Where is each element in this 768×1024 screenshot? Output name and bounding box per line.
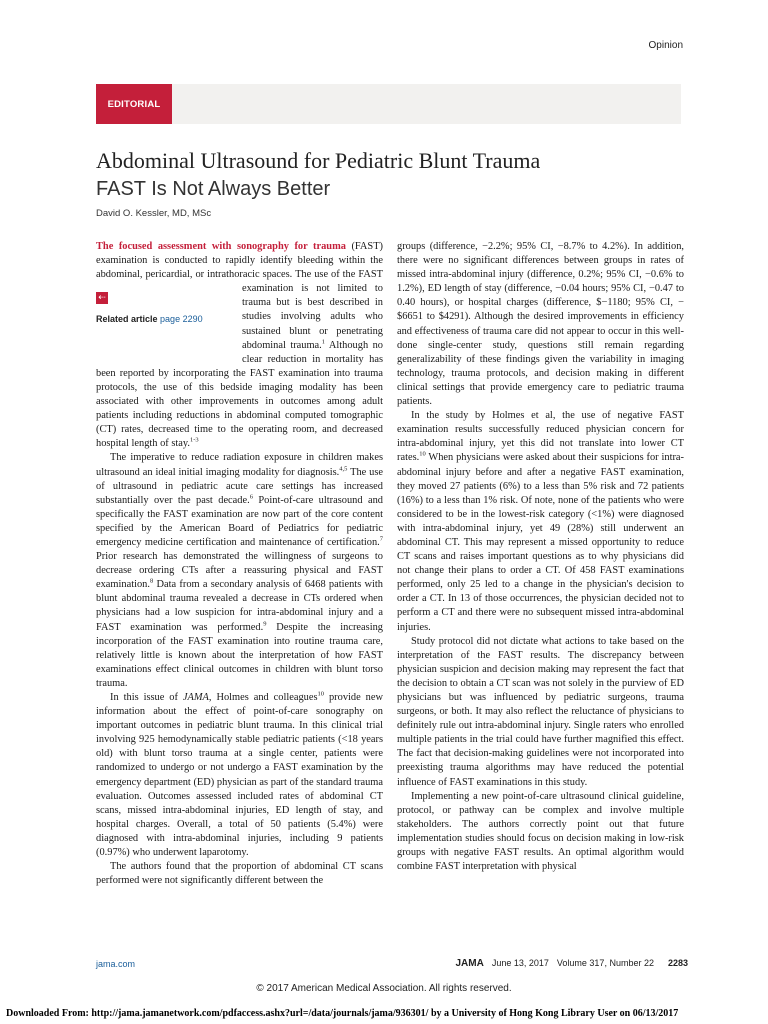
citation: 1-3: [189, 436, 199, 444]
paragraph: [96, 691, 383, 860]
paragraph-text: When physicians were asked about their suspicions for intra-abdominal injury before and after a negative FAST examination, they moved 27 patients (6%) to a less than 5% risk and 72 patients (16%) to a less than 1% risk. Of note, none of the patients who were considered to be in the lowest-risk category (<1%) were diagnosed with intra-abdominal injury, yet 49 (28%) still underwent an abdominal CT. This may represent a missed opportunity to reduce CT scans and raises important questions as to why physicians did not change their plans to order a CT. Of 458 FAST examinations performed, only 25 led to a change in the physician's decision to order a CT. In 13 of those occurrences, the physician decided not to perform a CT and there were no subsequent missed intra-abdominal injuries.: [397, 452, 684, 633]
paragraph: The authors found that the proportion of abdominal CT scans performed were not significantly different between the: [96, 861, 383, 887]
author-line: David O. Kessler, MD, MSc: [96, 208, 212, 219]
paragraph-text: Data from a secondary analysis of 6468 patients with blunt abdominal trauma revealed a decrease in CTs ordered when physicians had a low suspicion for intra-abdominal injury and a FAST examination was performed.: [96, 579, 383, 633]
related-article-text: [96, 312, 203, 326]
paragraph: Study protocol did not dictate what actions to take based on the interpretation of the FAST results. The discrepancy between physician suspicion and decision making may represent the fact that the decision to obtain a CT scan was not solely in the purview of ED physicians but was influenced by pediatric surgeons, trauma surgeons, or both. It may also reflect the reluctance of physicians to definitely rule out intra-abdominal injury. Single raters who enrolled multiple patients in the trial could have further magnified this effect. The fact that decision-making guidelines were not incorporated into preexisting trauma algorithms may have reduced the potential influence of FAST examinations in this study.: [397, 635, 684, 788]
paragraph-text: Despite the increasing incorporation of the FAST examination into routine trauma care, relatively little is known about the interpretation of how FAST examinations effect clinical outcomes in children with blunt torso trauma.: [96, 621, 383, 689]
footer-journal: JAMA: [455, 958, 484, 969]
footer-date: June 13, 2017: [491, 958, 549, 968]
paragraph: Implementing a new point-of-care ultrasound clinical guideline, protocol, or pathway can be complex and involve multiple stakeholders. The authors correctly point out that future implementation studies should focus on decision making in low-risk groups with negative FAST results. An optimal algorithm would combine FAST interpretation with physical: [397, 790, 684, 873]
paragraph-text: Prior research has demonstrated the willingness of surgeons to decrease ordering CTs after a reassuring physical and FAST examination.: [96, 551, 383, 591]
citation: 9: [263, 620, 267, 628]
related-article-link[interactable]: page 2290: [160, 314, 203, 325]
footer-page-number: 2283: [667, 958, 688, 968]
paragraph-text: provide new information about the effect of point-of-care sonography on important outcomes in pediatric blunt trauma. In this clinical trial involving 925 hemodynamically stable pediatric patients (<18 years old) with blunt torso trauma at a single center, patients were randomized to undergo or not undergo a FAST examination by the emergency department (ED) physician as part of the standard trauma evaluation. Outcomes assessed included rates of abdominal CT scans, missed intra-abdominal injuries, ED length of stay, and hospital charges. Overall, a total of 50 patients (5.4%) were diagnosed with intra-abdominal injuries, including 9 patients (0.97%) who underwent laparotomy.: [96, 692, 383, 859]
footer-citation: [456, 958, 689, 969]
citation: 10: [419, 450, 426, 458]
citation: 1: [321, 338, 326, 346]
citation: 4,5: [339, 465, 348, 473]
citation: 7: [379, 535, 383, 543]
footer-site-link[interactable]: jama.com: [96, 959, 136, 969]
paragraph-text: (FAST) examination is conducted to rapidly identify bleeding within the abdominal, pericardial, or intrathoracic spaces. The use of: [96, 241, 384, 281]
arrow-left-icon[interactable]: ⇠: [96, 292, 108, 304]
paragraph-text: In this issue of: [110, 692, 183, 703]
related-article-label: Related article: [96, 314, 158, 325]
citation: 8: [149, 577, 154, 585]
paragraph: [96, 240, 383, 451]
related-article-box: [96, 282, 242, 360]
article-title: Abdominal Ultrasound for Pediatric Blunt Trauma: [96, 148, 541, 173]
journal-name: JAMA: [182, 692, 209, 703]
left-column: [96, 240, 383, 888]
paragraph-text: Point-of-care ultrasound and specifically the FAST examination are now part of the core content specified by the American Board of Pediatrics for pediatric emergency medicine certification and maintenance of certification.: [96, 494, 383, 548]
paragraph-text: the FAST examination is not limited to trauma but is best described in studies involving adults who sustained blunt or penetrating abdominal trauma.: [242, 269, 383, 351]
download-notice: Downloaded From: http://jama.jamanetwork.com/pdfaccess.ashx?url=/data/journals/jama/936301/ by a University of Hong Kong Library User on 06/13/2017: [6, 1008, 679, 1019]
article-subtitle: FAST Is Not Always Better: [96, 178, 331, 200]
paragraph: [397, 409, 684, 635]
paragraph-text: The use of ultrasound in pediatric acute care settings has increased substantially over the past decade.: [96, 466, 383, 506]
editorial-badge: EDITORIAL: [96, 84, 172, 124]
paragraph-text: Although no clear reduction in mortality has been reported by incorporating the FAST examination into trauma protocols, the use of this bedside imaging modality has been associated with other improvements in outcomes among adult patients including reductions in abdominal computed tomographic (CT) rates, decreased time to the operating room, and decreased hospital length of stay.: [96, 339, 383, 450]
copyright-notice: © 2017 American Medical Association. All rights reserved.: [256, 983, 512, 994]
paragraph-text: In the study by Holmes et al, the use of negative FAST examination results successfully reduced physician concern for intra-abdominal injury, yet this did not translate into lower CT rates.: [397, 410, 684, 464]
section-label: Opinion: [648, 40, 683, 51]
paragraph: [96, 451, 383, 691]
lead-in-text: The focused assessment with sonography for trauma: [96, 241, 346, 252]
paragraph: groups (difference, −2.2%; 95% CI, −8.7% to 4.2%). In addition, there were no significant differences between groups in rates of missed intra-abdominal injury (difference, 0.2%; 95% CI, −0.6% to 1.2%), ED length of stay (difference, −0.04 hours; 95% CI, −0.47 to 0.40 hours), or hospital charges (difference, $−1180; 95% CI, −$6651 to $4291). Although the desired improvements in efficiency and effectiveness of trauma care did not appear to occur in this well-done single-center study, questions still remain regarding generalizability of these findings given the variability in imaging technology, trauma protocols, and decision making in different clinical settings that provide emergency care to pediatric trauma patients.: [397, 241, 684, 408]
footer-volume: Volume 317, Number 22: [556, 958, 654, 968]
paragraph-text: The imperative to reduce radiation exposure in children makes ultrasound an ideal initial imaging modality for diagnosis.: [96, 452, 383, 478]
editorial-banner: [96, 84, 681, 124]
paragraph-text: , Holmes and colleagues: [208, 692, 318, 703]
citation: 6: [249, 493, 253, 501]
citation: 10: [317, 690, 325, 698]
right-column: [397, 240, 684, 874]
